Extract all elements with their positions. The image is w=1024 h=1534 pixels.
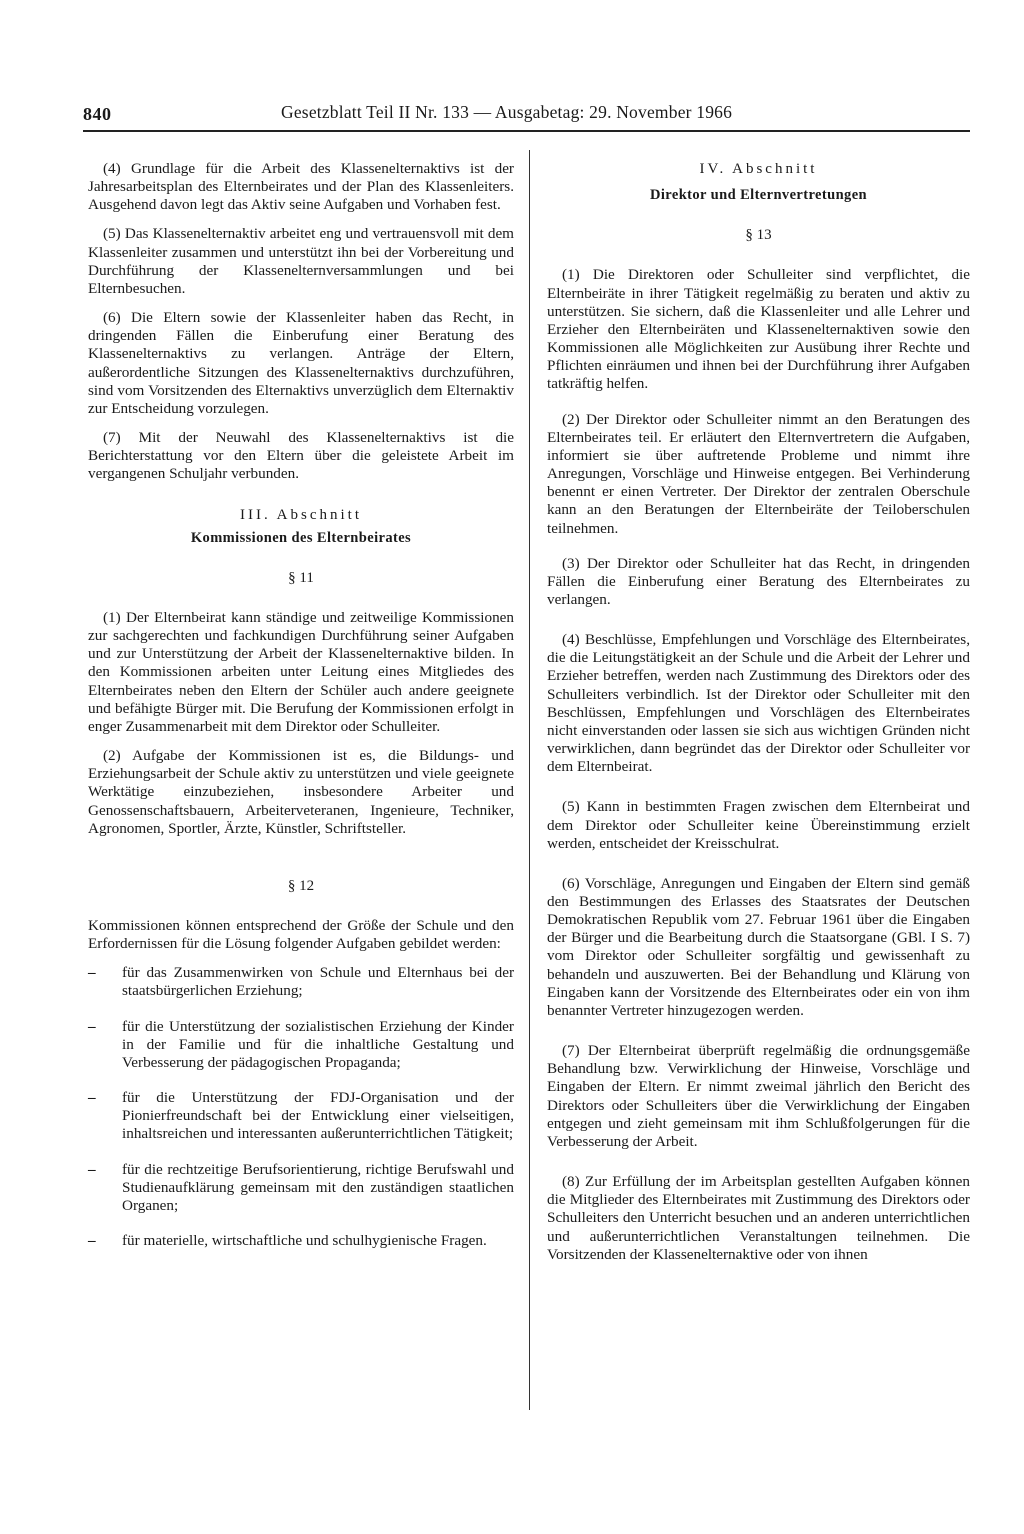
- paragraph-10-6: (6) Die Eltern sowie der Klassenleiter haben das Recht, in dringenden Fällen die Einberufung einer Beratung des Klassenelternaktivs zu verlangen. Anträge der Eltern, außerordentliche Sitzungen des Klassenelternaktivs durchzuführen, sind vom Vorsitzenden des Elternaktivs unverzüglich dem Elternaktiv zur Entscheidung vorzulegen.: [88, 309, 514, 417]
- paragraph-10-7: (7) Mit der Neuwahl des Klassenelternaktivs ist die Berichterstattung vor den Eltern über die geleistete Arbeit im vergangenen Schuljahr verbunden.: [88, 429, 514, 483]
- section-4-title: Direktor und Elternvertretungen: [650, 187, 867, 204]
- list-item: [88, 964, 514, 1000]
- left-column: [88, 160, 514, 1267]
- paragraph-13-8: (8) Zur Erfüllung der im Arbeitsplan gestellten Aufgaben können die Mitglieder des Elternbeirates mit Zustimmung des Direktors oder Schulleiters den Unterricht besuchen und an anderen unterrichtlichen und außerunterrichtlichen Veranstaltungen teilnehmen. Die Vorsitzenden der Klassenelternaktive oder von ihnen: [547, 1173, 970, 1263]
- paragraph-12-intro: Kommissionen können entsprechend der Größe der Schule und den Erfordernissen für die Lösung folgender Aufgaben gebildet werden:: [88, 917, 514, 953]
- paragraph-12-heading: § 12: [287, 877, 315, 894]
- paragraph-11-heading: § 11: [288, 569, 314, 586]
- task-list: [88, 964, 514, 1250]
- list-item: [88, 1232, 514, 1250]
- header-rule: [83, 130, 970, 132]
- paragraph-13-3: (3) Der Direktor oder Schulleiter hat das Recht, in dringenden Fällen die Einberufung einer Beratung des Elternbeirates zu verlangen.: [547, 554, 970, 608]
- paragraph-10-4: (4) Grundlage für die Arbeit des Klassenelternaktivs ist der Jahresarbeitsplan des Elternbeirates und der Plan des Klassenleiters. Ausgehend davon legt das Aktiv seine Aufgaben und Vorhaben fest.: [88, 160, 514, 214]
- paragraph-13-6: (6) Vorschläge, Anregungen und Eingaben der Eltern sind gemäß den Bestimmungen des Erlasses des Staatsrates der Deutschen Demokratischen Republik vom 27. Februar 1961 über die Eingaben der Bürger und die Bearbeitung durch die Staatsorgane (GBl. I S. 7) vom Direktor oder Schulleiter sorgfältig und gewissenhaft zu behandeln und auszuwerten. Bei der Behandlung und Klärung von Eingaben kann der Vorsitzende des Elternbeirates oder ein von ihm benannter Vertreter hinzugezogen werden.: [547, 874, 970, 1019]
- dash-bullet: –: [88, 1089, 96, 1107]
- dash-bullet: –: [88, 1160, 96, 1178]
- gazette-title: Gesetzblatt Teil II Nr. 133 — Ausgabetag: 29. November 1966: [281, 102, 733, 122]
- page-number: 840: [83, 104, 112, 124]
- dash-bullet: –: [88, 1232, 96, 1250]
- paragraph-10-5: (5) Das Klassenelternaktiv arbeitet eng und vertrauensvoll mit dem Klassenleiter zusammen und unterstützt ihn bei der Vorbereitung und Durchführung der Klassenelternversammlungen und bei Elternbesuchen.: [88, 225, 514, 297]
- list-item: [88, 1089, 514, 1143]
- list-item-text: für die Unterstützung der sozialistischen Erziehung der Kinder in der Familie und für die inhaltliche Gestaltung und Verbesserung der pädagogischen Propaganda;: [122, 1017, 514, 1071]
- dash-bullet: –: [88, 964, 96, 982]
- section-3-heading: III. Abschnitt: [240, 506, 362, 523]
- list-item-text: für materielle, wirtschaftliche und schulhygienische Fragen.: [122, 1232, 487, 1250]
- section-4-heading: IV. Abschnitt: [699, 161, 818, 177]
- paragraph-13-heading: § 13: [745, 227, 772, 244]
- paragraph-13-7: (7) Der Elternbeirat überprüft regelmäßig die ordnungsgemäße Behandlung bzw. Verwirklichung der Hinweise, Vorschläge und Eingaben der Eltern. Er nimmt zweimal jährlich den Bericht des Direktors oder Schulleiters über die Verwirklichung der Eingaben entgegen und zieht gemeinsam mit ihm Schlußfolgerungen für die Verbesserung der Arbeit.: [547, 1042, 970, 1150]
- paragraph-13-5: (5) Kann in bestimmten Fragen zwischen dem Elternbeirat und dem Direktor oder Schulleiter keine Übereinstimmung erzielt werden, entscheidet der Kreisschulrat.: [547, 798, 970, 852]
- list-item-text: für das Zusammenwirken von Schule und Elternhaus bei der staatsbürgerlichen Erziehung;: [122, 964, 514, 1000]
- paragraph-13-2: (2) Der Direktor oder Schulleiter nimmt an den Beratungen des Elternbeirates teil. Er erläutert den Elternvertretern die Aufgaben, informiert sie über auftretende Probleme und nimmt ihre Anregungen, Vorschläge und Hinweise entgegen. Bei Verhinderung benennt er einen Vertreter. Der Direktor der zentralen Oberschule kann an den Beratungen der Elternbeiräte der Teiloberschulen teilnehmen.: [547, 410, 970, 537]
- section-3-title: Kommissionen des Elternbeirates: [190, 529, 412, 546]
- list-item: [88, 1161, 514, 1215]
- page-header: [83, 100, 970, 130]
- paragraph-13-4: (4) Beschlüsse, Empfehlungen und Vorschläge des Elternbeirates, die die Leitungstätigkeit an der Schule und die Arbeit der Lehrer und Erzieher betreffen, werden nach Zustimmung des Direktors oder des Schulleiters verbindlich. Ist der Direktor oder Schulleiter mit den Beschlüssen, Empfehlungen und Vorschlägen des Elternbeirates nicht einverstanden oder lassen sie sich aus wichtigen Gründen nicht verwirklichen, dann begründet das der Direktor oder Schulleiter vor dem Elternbeirat.: [547, 631, 970, 776]
- paragraph-11-2: (2) Aufgabe der Kommissionen ist es, die Bildungs- und Erziehungsarbeit der Schule aktiv zu unterstützen und viele geeignete Werktätige einzubeziehen, insbesondere Arbeiter und Genossenschaftsbauern, Arbeiterveteranen, Ingenieure, Techniker, Agronomen, Sportler, Ärzte, Künstler, Schriftsteller.: [88, 747, 514, 837]
- list-item-text: für die Unterstützung der FDJ-Organisation und der Pionierfreundschaft bei der Entwicklung einer vielseitigen, inhaltsreichen und interessanten außerunterrichtlichen Tätigkeit;: [122, 1089, 514, 1143]
- list-item: [88, 1018, 514, 1072]
- column-divider: [529, 150, 530, 1410]
- list-item-text: für die rechtzeitige Berufsorientierung, richtige Berufswahl und Studienaufklärung gemeinsam mit den zuständigen staatlichen Organen;: [122, 1160, 514, 1214]
- paragraph-13-1: (1) Die Direktoren oder Schulleiter sind verpflichtet, die Elternbeiräte in ihrer Tätigkeit regelmäßig zu beraten und aktiv zu unterstützen. Sie sichern, daß die Klassenleiter und alle Lehrer und Erzieher den Elternbeiräten und Klassenelternaktiven sowie den Kommissionen alle Möglichkeiten zur Ausübung ihrer Rechte und Pflichten einräumen und ihnen bei der Durchführung ihrer Aufgaben tatkräftig helfen.: [547, 266, 970, 393]
- right-column: [547, 160, 970, 1264]
- dash-bullet: –: [88, 1017, 96, 1035]
- paragraph-11-1: (1) Der Elternbeirat kann ständige und zeitweilige Kommissionen zur sachgerechten und fachkundigen Durchführung seiner Aufgaben und zur Unterstützung der Arbeit der Klassenelternaktive bilden. In den Kommissionen arbeiten unter Leitung eines Mitgliedes des Elternbeirates neben den Eltern der Schüler auch andere geeignete und befähigte Bürger mit. Die Berufung der Kommissionen erfolgt in enger Zusammenarbeit mit dem Direktor oder Schulleiter.: [88, 608, 514, 735]
